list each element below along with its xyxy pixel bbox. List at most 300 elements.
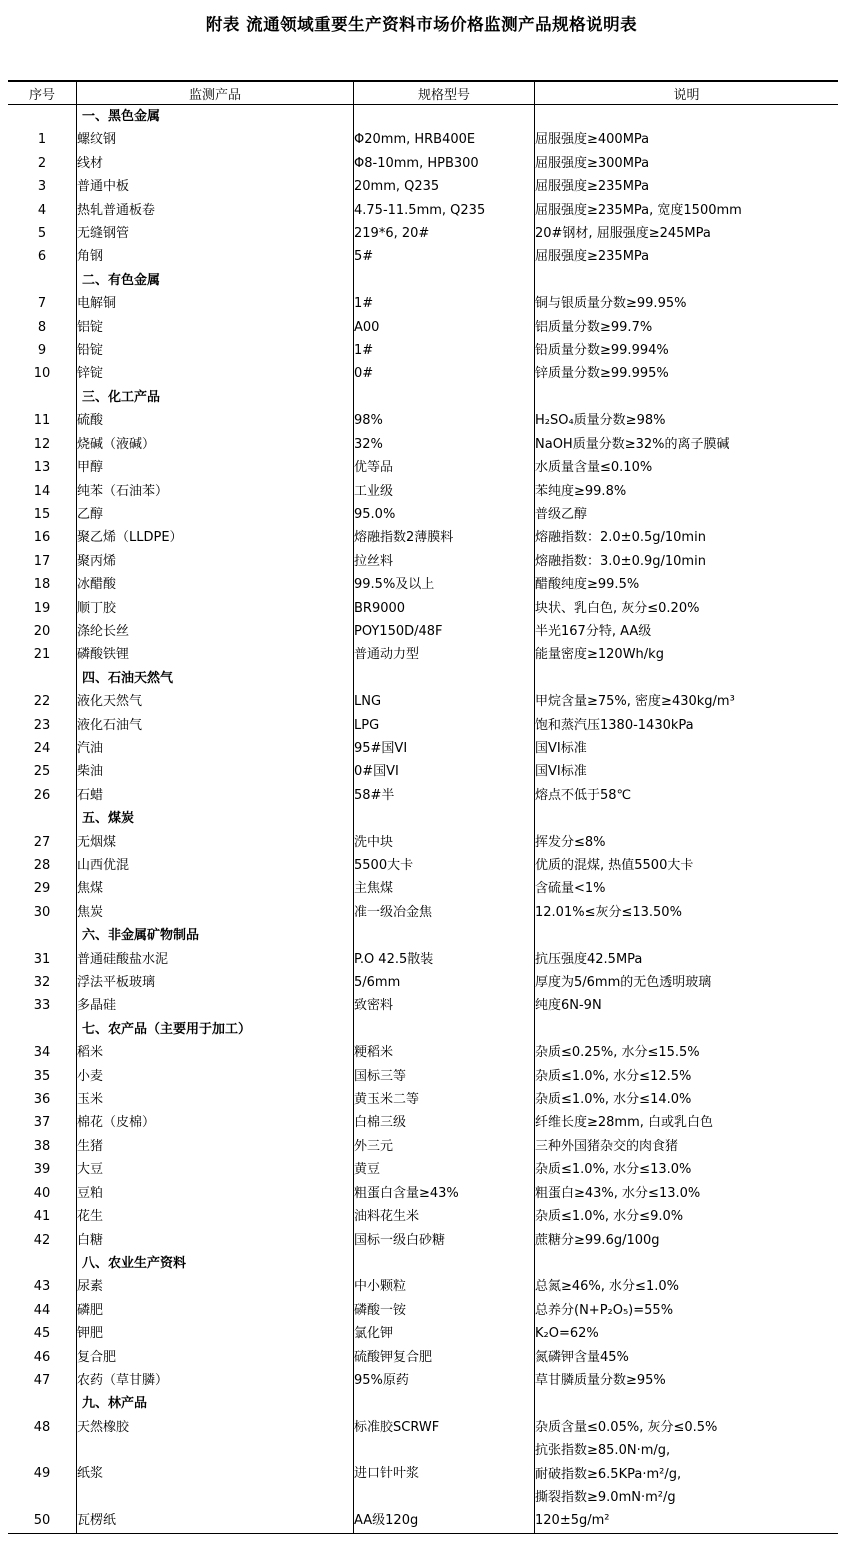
row-spec: 国标三等 bbox=[354, 1065, 535, 1088]
row-desc: NaOH质量分数≥32%的离子膜碱 bbox=[535, 436, 730, 452]
row-desc bbox=[535, 1392, 839, 1415]
category-label: 七、农产品（主要用于加工） bbox=[77, 1018, 354, 1041]
row-spec: 1# bbox=[354, 339, 535, 362]
row-spec: 准一级冶金焦 bbox=[354, 901, 535, 924]
row-product: 瓦楞纸 bbox=[77, 1509, 354, 1533]
row-product: 热轧普通板卷 bbox=[77, 199, 354, 222]
table-row bbox=[8, 597, 838, 620]
row-desc: 屈服强度≥400MPa bbox=[535, 132, 650, 148]
table-row bbox=[8, 760, 838, 783]
row-desc bbox=[535, 269, 839, 292]
row-number bbox=[8, 1252, 77, 1275]
row-spec: 32% bbox=[354, 433, 535, 456]
table-row bbox=[8, 152, 838, 175]
table-row bbox=[8, 503, 838, 526]
row-spec: POY150D/48F bbox=[354, 620, 535, 643]
table-row bbox=[8, 1229, 838, 1252]
row-product: 石蜡 bbox=[77, 784, 354, 807]
row-number: 31 bbox=[8, 948, 77, 971]
row-product: 稻米 bbox=[77, 1041, 354, 1064]
table-row bbox=[8, 643, 838, 666]
row-desc: 熔融指数：2.0±0.5g/10min bbox=[535, 530, 706, 546]
row-product: 乙醇 bbox=[77, 503, 354, 526]
table-row bbox=[8, 199, 838, 222]
row-number: 43 bbox=[8, 1275, 77, 1298]
table-row bbox=[8, 526, 838, 549]
row-number bbox=[8, 386, 77, 409]
row-product: 复合肥 bbox=[77, 1346, 354, 1369]
category-label: 二、有色金属 bbox=[77, 269, 354, 292]
row-number: 2 bbox=[8, 152, 77, 175]
row-number: 10 bbox=[8, 362, 77, 385]
row-spec: 普通动力型 bbox=[354, 643, 535, 666]
row-product: 普通中板 bbox=[77, 175, 354, 198]
table-row bbox=[8, 994, 838, 1017]
row-number: 35 bbox=[8, 1065, 77, 1088]
row-product: 磷肥 bbox=[77, 1299, 354, 1322]
row-desc: 水质量含量≤0.10% bbox=[535, 460, 653, 476]
row-number: 28 bbox=[8, 854, 77, 877]
row-product: 柴油 bbox=[77, 760, 354, 783]
row-desc: 熔点不低于58℃ bbox=[535, 787, 632, 803]
header-product: 监测产品 bbox=[77, 81, 354, 105]
row-desc: 三种外国猪杂交的肉食猪 bbox=[535, 1138, 679, 1154]
row-number bbox=[8, 269, 77, 292]
row-spec: 外三元 bbox=[354, 1135, 535, 1158]
table-row bbox=[8, 1416, 838, 1439]
row-number: 25 bbox=[8, 760, 77, 783]
table-row bbox=[8, 831, 838, 854]
row-desc bbox=[535, 1439, 839, 1509]
row-desc-line: 耐破指数≥6.5KPa·m²/g, bbox=[535, 1466, 682, 1482]
row-desc: 块状、乳白色, 灰分≤0.20% bbox=[535, 600, 700, 616]
table-row bbox=[8, 1509, 838, 1533]
row-desc bbox=[535, 807, 839, 830]
row-spec: 20mm, Q235 bbox=[354, 175, 535, 198]
row-product: 无烟煤 bbox=[77, 831, 354, 854]
table-row bbox=[8, 245, 838, 268]
row-number bbox=[8, 924, 77, 947]
row-number: 45 bbox=[8, 1322, 77, 1345]
row-number bbox=[8, 667, 77, 690]
row-number: 3 bbox=[8, 175, 77, 198]
table-row bbox=[8, 175, 838, 198]
row-desc: 粗蛋白≥43%, 水分≤13.0% bbox=[535, 1185, 701, 1201]
table-row bbox=[8, 362, 838, 385]
row-desc: 杂质≤1.0%, 水分≤12.5% bbox=[535, 1068, 692, 1084]
category-row bbox=[8, 386, 838, 409]
row-spec: LNG bbox=[354, 690, 535, 713]
row-desc: 挥发分≤8% bbox=[535, 834, 606, 850]
table-row bbox=[8, 222, 838, 245]
row-desc: 氮磷钾含量45% bbox=[535, 1349, 629, 1365]
row-desc: 抗压强度42.5MPa bbox=[535, 951, 643, 967]
row-number: 18 bbox=[8, 573, 77, 596]
table-row bbox=[8, 877, 838, 900]
row-desc: 甲烷含量≥75%, 密度≥430kg/m³ bbox=[535, 694, 735, 710]
row-number: 6 bbox=[8, 245, 77, 268]
row-desc bbox=[535, 924, 839, 947]
row-spec: 4.75-11.5mm, Q235 bbox=[354, 199, 535, 222]
row-desc bbox=[535, 386, 839, 409]
row-spec: 熔融指数2薄膜料 bbox=[354, 526, 535, 549]
spec-table bbox=[8, 80, 838, 1534]
row-product: 冰醋酸 bbox=[77, 573, 354, 596]
category-label: 一、黑色金属 bbox=[77, 105, 354, 129]
category-row bbox=[8, 269, 838, 292]
row-desc: 杂质含量≤0.05%, 灰分≤0.5% bbox=[535, 1419, 718, 1435]
row-spec: Φ8-10mm, HPB300 bbox=[354, 152, 535, 175]
row-desc: 含硫量<1% bbox=[535, 881, 606, 897]
row-product: 豆粕 bbox=[77, 1182, 354, 1205]
table-row bbox=[8, 1369, 838, 1392]
row-spec: 油料花生米 bbox=[354, 1205, 535, 1228]
table-header-row bbox=[8, 81, 838, 105]
table-row bbox=[8, 1346, 838, 1369]
table-row bbox=[8, 1065, 838, 1088]
row-number: 11 bbox=[8, 409, 77, 432]
row-desc: 苯纯度≥99.8% bbox=[535, 483, 627, 499]
row-desc: 屈服强度≥235MPa, 宽度1500mm bbox=[535, 202, 742, 218]
row-spec: 洗中块 bbox=[354, 831, 535, 854]
row-number: 17 bbox=[8, 550, 77, 573]
row-product: 铅锭 bbox=[77, 339, 354, 362]
row-desc bbox=[535, 667, 839, 690]
table-body bbox=[8, 105, 838, 1534]
table-row bbox=[8, 1041, 838, 1064]
category-label: 三、化工产品 bbox=[77, 386, 354, 409]
row-number: 39 bbox=[8, 1158, 77, 1181]
row-spec bbox=[354, 269, 535, 292]
row-spec: 国标一级白砂糖 bbox=[354, 1229, 535, 1252]
row-number: 40 bbox=[8, 1182, 77, 1205]
table-row bbox=[8, 714, 838, 737]
row-spec: 5500大卡 bbox=[354, 854, 535, 877]
table-row bbox=[8, 971, 838, 994]
row-desc: 20#钢材, 屈服强度≥245MPa bbox=[535, 226, 711, 242]
row-product: 焦炭 bbox=[77, 901, 354, 924]
row-product: 电解铜 bbox=[77, 292, 354, 315]
row-desc: 120±5g/m² bbox=[535, 1509, 839, 1533]
row-desc: 纤维长度≥28mm, 白或乳白色 bbox=[535, 1115, 714, 1131]
row-desc: 屈服强度≥300MPa bbox=[535, 155, 650, 171]
row-spec bbox=[354, 924, 535, 947]
row-spec: 黄玉米二等 bbox=[354, 1088, 535, 1111]
row-product: 棉花（皮棉） bbox=[77, 1111, 354, 1134]
row-spec: 进口针叶浆 bbox=[354, 1439, 535, 1509]
row-spec bbox=[354, 105, 535, 129]
row-product: 大豆 bbox=[77, 1158, 354, 1181]
row-desc: 铝质量分数≥99.7% bbox=[535, 319, 653, 335]
row-desc: 半光167分特, AA级 bbox=[535, 623, 652, 639]
category-label: 八、农业生产资料 bbox=[77, 1252, 354, 1275]
row-product: 汽油 bbox=[77, 737, 354, 760]
row-spec: 黄豆 bbox=[354, 1158, 535, 1181]
row-desc: 12.01%≤灰分≤13.50% bbox=[535, 904, 682, 920]
table-row bbox=[8, 1299, 838, 1322]
row-desc: 饱和蒸汽压1380-1430kPa bbox=[535, 717, 694, 733]
row-desc-line: 撕裂指数≥9.0mN·m²/g bbox=[535, 1489, 676, 1505]
row-product: 液化石油气 bbox=[77, 714, 354, 737]
row-spec: 95%原药 bbox=[354, 1369, 535, 1392]
row-number: 27 bbox=[8, 831, 77, 854]
table-row bbox=[8, 620, 838, 643]
row-number: 1 bbox=[8, 128, 77, 151]
category-row bbox=[8, 105, 838, 129]
table-row bbox=[8, 1322, 838, 1345]
row-product: 花生 bbox=[77, 1205, 354, 1228]
row-product: 铝锭 bbox=[77, 316, 354, 339]
row-spec: 优等品 bbox=[354, 456, 535, 479]
row-desc: 铅质量分数≥99.994% bbox=[535, 343, 669, 359]
row-product: 玉米 bbox=[77, 1088, 354, 1111]
row-spec bbox=[354, 386, 535, 409]
category-row bbox=[8, 1252, 838, 1275]
row-spec: 主焦煤 bbox=[354, 877, 535, 900]
row-product: 液化天然气 bbox=[77, 690, 354, 713]
row-desc: 屈服强度≥235MPa bbox=[535, 249, 650, 265]
row-product: 山西优混 bbox=[77, 854, 354, 877]
table-row bbox=[8, 1135, 838, 1158]
row-number: 36 bbox=[8, 1088, 77, 1111]
table-row bbox=[8, 784, 838, 807]
row-number: 19 bbox=[8, 597, 77, 620]
row-product: 普通硅酸盐水泥 bbox=[77, 948, 354, 971]
row-number: 14 bbox=[8, 480, 77, 503]
row-number: 42 bbox=[8, 1229, 77, 1252]
row-desc: 国VI标准 bbox=[535, 740, 587, 756]
table-row bbox=[8, 433, 838, 456]
row-product: 聚丙烯 bbox=[77, 550, 354, 573]
row-number bbox=[8, 1392, 77, 1415]
row-product: 纯苯（石油苯） bbox=[77, 480, 354, 503]
row-spec: 98% bbox=[354, 409, 535, 432]
category-row bbox=[8, 1392, 838, 1415]
row-spec: 磷酸一铵 bbox=[354, 1299, 535, 1322]
row-desc: K₂O=62% bbox=[535, 1326, 599, 1342]
row-product: 农药（草甘膦） bbox=[77, 1369, 354, 1392]
page-title: 附表 流通领域重要生产资料市场价格监测产品规格说明表 bbox=[205, 15, 638, 34]
row-product: 锌锭 bbox=[77, 362, 354, 385]
table-row bbox=[8, 456, 838, 479]
table-row bbox=[8, 128, 838, 151]
header-no: 序号 bbox=[8, 81, 77, 105]
row-spec: 白棉三级 bbox=[354, 1111, 535, 1134]
row-spec: 0#国VI bbox=[354, 760, 535, 783]
row-product: 生猪 bbox=[77, 1135, 354, 1158]
row-desc: 杂质≤1.0%, 水分≤14.0% bbox=[535, 1092, 692, 1108]
row-number: 47 bbox=[8, 1369, 77, 1392]
row-spec: 99.5%及以上 bbox=[354, 573, 535, 596]
row-desc: 杂质≤0.25%, 水分≤15.5% bbox=[535, 1045, 700, 1061]
row-spec: 硫酸钾复合肥 bbox=[354, 1346, 535, 1369]
table-row bbox=[8, 854, 838, 877]
row-desc: 草甘膦质量分数≥95% bbox=[535, 1372, 666, 1388]
row-number: 13 bbox=[8, 456, 77, 479]
row-product: 无缝钢管 bbox=[77, 222, 354, 245]
row-number: 9 bbox=[8, 339, 77, 362]
table-row bbox=[8, 737, 838, 760]
table-row bbox=[8, 1182, 838, 1205]
row-number: 8 bbox=[8, 316, 77, 339]
row-product: 焦煤 bbox=[77, 877, 354, 900]
table-row bbox=[8, 480, 838, 503]
header-desc: 说明 bbox=[535, 81, 839, 105]
row-desc: 锌质量分数≥99.995% bbox=[535, 366, 669, 382]
row-product: 聚乙烯（LLDPE） bbox=[77, 526, 354, 549]
row-spec: 5# bbox=[354, 245, 535, 268]
row-number: 21 bbox=[8, 643, 77, 666]
row-number: 20 bbox=[8, 620, 77, 643]
row-number: 30 bbox=[8, 901, 77, 924]
category-row bbox=[8, 667, 838, 690]
category-row bbox=[8, 807, 838, 830]
category-label: 四、石油天然气 bbox=[77, 667, 354, 690]
row-number: 46 bbox=[8, 1346, 77, 1369]
row-spec: 58#半 bbox=[354, 784, 535, 807]
row-spec: 拉丝料 bbox=[354, 550, 535, 573]
row-desc: 杂质≤1.0%, 水分≤13.0% bbox=[535, 1162, 692, 1178]
row-product: 角钢 bbox=[77, 245, 354, 268]
row-desc: H₂SO₄质量分数≥98% bbox=[535, 413, 666, 429]
row-desc: 能量密度≥120Wh/kg bbox=[535, 647, 664, 663]
row-product: 小麦 bbox=[77, 1065, 354, 1088]
table-row bbox=[8, 550, 838, 573]
row-number: 34 bbox=[8, 1041, 77, 1064]
row-desc: 厚度为5/6mm的无色透明玻璃 bbox=[535, 975, 712, 991]
row-number: 41 bbox=[8, 1205, 77, 1228]
table-row bbox=[8, 316, 838, 339]
row-product: 涤纶长丝 bbox=[77, 620, 354, 643]
category-row bbox=[8, 1018, 838, 1041]
category-label: 九、林产品 bbox=[77, 1392, 354, 1415]
row-desc: 杂质≤1.0%, 水分≤9.0% bbox=[535, 1209, 684, 1225]
row-number: 48 bbox=[8, 1416, 77, 1439]
row-spec: 95#国VI bbox=[354, 737, 535, 760]
table-row bbox=[8, 1275, 838, 1298]
table-row bbox=[8, 339, 838, 362]
table-row bbox=[8, 573, 838, 596]
row-product: 螺纹钢 bbox=[77, 128, 354, 151]
row-product: 纸浆 bbox=[77, 1439, 354, 1509]
table-row bbox=[8, 1158, 838, 1181]
row-desc bbox=[535, 105, 839, 129]
row-product: 顺丁胶 bbox=[77, 597, 354, 620]
row-desc: 屈服强度≥235MPa bbox=[535, 179, 650, 195]
row-desc bbox=[535, 1018, 839, 1041]
row-spec: BR9000 bbox=[354, 597, 535, 620]
row-spec: 1# bbox=[354, 292, 535, 315]
row-spec: 标准胶SCRWF bbox=[354, 1416, 535, 1439]
row-product: 硫酸 bbox=[77, 409, 354, 432]
row-desc: 醋酸纯度≥99.5% bbox=[535, 577, 640, 593]
row-number: 7 bbox=[8, 292, 77, 315]
table-row bbox=[8, 409, 838, 432]
row-spec bbox=[354, 1018, 535, 1041]
row-number bbox=[8, 1018, 77, 1041]
table-row bbox=[8, 901, 838, 924]
row-product: 天然橡胶 bbox=[77, 1416, 354, 1439]
table-row bbox=[8, 690, 838, 713]
row-spec: 粗蛋白含量≥43% bbox=[354, 1182, 535, 1205]
row-spec: AA级120g bbox=[354, 1509, 535, 1533]
row-spec: 致密料 bbox=[354, 994, 535, 1017]
row-spec: LPG bbox=[354, 714, 535, 737]
category-label: 五、煤炭 bbox=[77, 807, 354, 830]
row-product: 浮法平板玻璃 bbox=[77, 971, 354, 994]
row-number bbox=[8, 807, 77, 830]
row-desc: 铜与银质量分数≥99.95% bbox=[535, 296, 687, 312]
table-row bbox=[8, 1088, 838, 1111]
table-row bbox=[8, 292, 838, 315]
row-spec: 氯化钾 bbox=[354, 1322, 535, 1345]
row-desc: 总氮≥46%, 水分≤1.0% bbox=[535, 1279, 679, 1295]
row-product: 多晶硅 bbox=[77, 994, 354, 1017]
row-spec bbox=[354, 1392, 535, 1415]
row-number: 37 bbox=[8, 1111, 77, 1134]
row-product: 磷酸铁锂 bbox=[77, 643, 354, 666]
row-product: 尿素 bbox=[77, 1275, 354, 1298]
header-spec: 规格型号 bbox=[354, 81, 535, 105]
table-row bbox=[8, 1439, 838, 1509]
category-row bbox=[8, 924, 838, 947]
row-spec: 粳稻米 bbox=[354, 1041, 535, 1064]
row-spec: 0# bbox=[354, 362, 535, 385]
row-desc: 熔融指数：3.0±0.9g/10min bbox=[535, 553, 706, 569]
row-number: 23 bbox=[8, 714, 77, 737]
row-number: 33 bbox=[8, 994, 77, 1017]
row-spec: 95.0% bbox=[354, 503, 535, 526]
row-number: 38 bbox=[8, 1135, 77, 1158]
row-spec: 219*6, 20# bbox=[354, 222, 535, 245]
row-desc: 纯度6N-9N bbox=[535, 998, 602, 1014]
row-number: 29 bbox=[8, 877, 77, 900]
row-number: 32 bbox=[8, 971, 77, 994]
row-desc: 优质的混煤, 热值5500大卡 bbox=[535, 858, 694, 873]
row-desc: 总养分(N+P₂O₅)=55% bbox=[535, 1302, 674, 1318]
row-spec bbox=[354, 667, 535, 690]
row-number: 15 bbox=[8, 503, 77, 526]
row-number: 49 bbox=[8, 1439, 77, 1509]
row-desc: 国VI标准 bbox=[535, 764, 587, 780]
row-number: 5 bbox=[8, 222, 77, 245]
row-spec: Φ20mm, HRB400E bbox=[354, 128, 535, 151]
category-label: 六、非金属矿物制品 bbox=[77, 924, 354, 947]
row-product: 白糖 bbox=[77, 1229, 354, 1252]
table-row bbox=[8, 1205, 838, 1228]
row-product: 钾肥 bbox=[77, 1322, 354, 1345]
row-number: 16 bbox=[8, 526, 77, 549]
row-number: 4 bbox=[8, 199, 77, 222]
row-number: 22 bbox=[8, 690, 77, 713]
table-row bbox=[8, 948, 838, 971]
row-product: 烧碱（液碱） bbox=[77, 433, 354, 456]
row-desc-line: 抗张指数≥85.0N·m/g, bbox=[535, 1443, 671, 1459]
row-product: 甲醇 bbox=[77, 456, 354, 479]
row-spec: 5/6mm bbox=[354, 971, 535, 994]
row-spec: A00 bbox=[354, 316, 535, 339]
row-number: 44 bbox=[8, 1299, 77, 1322]
row-spec: 工业级 bbox=[354, 480, 535, 503]
row-spec bbox=[354, 807, 535, 830]
row-number bbox=[8, 105, 77, 129]
row-spec: P.O 42.5散装 bbox=[354, 948, 535, 971]
row-desc bbox=[535, 1252, 839, 1275]
row-spec: 中小颗粒 bbox=[354, 1275, 535, 1298]
row-desc: 蔗糖分≥99.6g/100g bbox=[535, 1232, 660, 1248]
row-number: 26 bbox=[8, 784, 77, 807]
row-spec bbox=[354, 1252, 535, 1275]
